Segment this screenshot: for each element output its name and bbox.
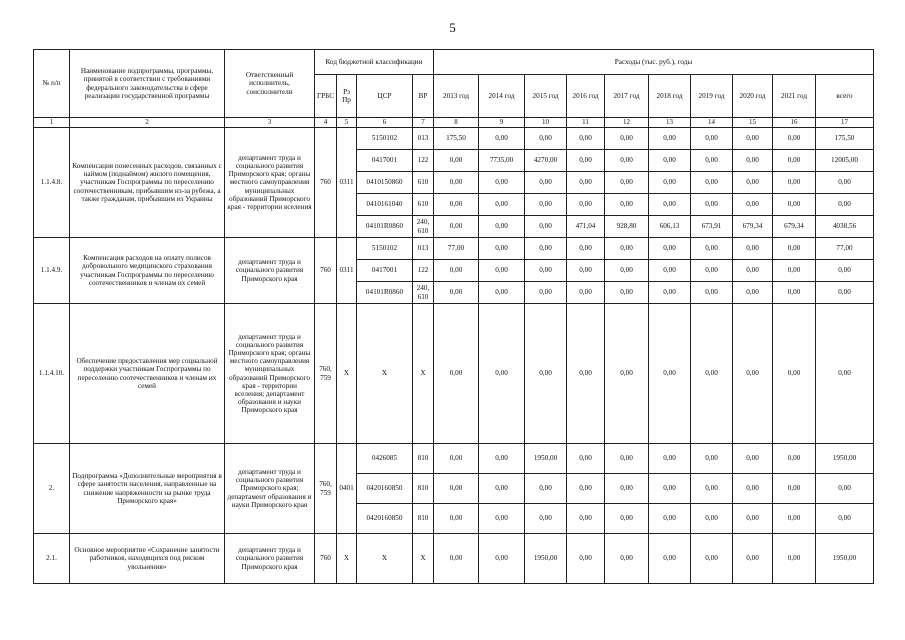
row-value: 0,00 (691, 260, 733, 282)
row-value: 0,00 (773, 474, 816, 504)
row-vr: 810 (413, 444, 434, 474)
row-value: 0,00 (733, 238, 773, 260)
row-rzpr: 0311 (337, 238, 357, 304)
column-index: 9 (479, 118, 525, 128)
row-value: 77,00 (816, 238, 874, 260)
row-value: 0,00 (773, 444, 816, 474)
row-value: 0,00 (434, 172, 479, 194)
header-year: 2014 год (479, 75, 525, 118)
row-value: 0,00 (691, 444, 733, 474)
row-value: 0,00 (733, 128, 773, 150)
header-year: 2018 год (649, 75, 691, 118)
row-value: 0,00 (479, 172, 525, 194)
row-value: 0,00 (649, 282, 691, 304)
row-csr: X (357, 534, 413, 584)
row-value: 0,00 (605, 194, 649, 216)
row-value: 0,00 (434, 504, 479, 534)
row-value: 0,00 (434, 150, 479, 172)
row-vr: X (413, 304, 434, 444)
row-value: 1950,00 (525, 534, 567, 584)
row-value: 0,00 (691, 282, 733, 304)
row-value: 0,00 (567, 534, 605, 584)
row-value: 0,00 (567, 238, 605, 260)
row-name: Компенсация расходов на оплату полисов добровольного медицинского страхования участникам Госпрограммы по переселению соотечественников и членам их семей (70, 238, 225, 304)
row-value: 0,00 (691, 172, 733, 194)
row-value: 0,00 (434, 216, 479, 238)
row-value: 0,00 (567, 128, 605, 150)
row-grbs: 760, 759 (315, 304, 337, 444)
row-value: 0,00 (434, 282, 479, 304)
row-grbs: 760, 759 (315, 444, 337, 534)
row-value: 0,00 (479, 534, 525, 584)
column-index: 16 (773, 118, 816, 128)
header-year: 2021 год (773, 75, 816, 118)
row-value: 0,00 (567, 504, 605, 534)
row-value: 0,00 (525, 474, 567, 504)
row-vr: 122 (413, 260, 434, 282)
row-value: 0,00 (479, 194, 525, 216)
column-index: 1 (34, 118, 70, 128)
table-row (34, 128, 874, 150)
header-vr: ВР (413, 75, 434, 118)
row-vr: 240, 610 (413, 282, 434, 304)
header-expenses: Расходы (тыс. руб.), годы (434, 50, 874, 75)
column-index: 5 (337, 118, 357, 128)
row-vr: 810 (413, 474, 434, 504)
row-value: 0,00 (649, 474, 691, 504)
row-name: Обеспечение предоставления мер социальной поддержки участникам Госпрограммы по переселению соотечественников и членам их семей (70, 304, 225, 444)
row-value: 0,00 (525, 216, 567, 238)
row-value: 0,00 (479, 504, 525, 534)
row-value: 0,00 (605, 282, 649, 304)
table-row (34, 444, 874, 474)
row-value: 0,00 (691, 504, 733, 534)
row-value: 0,00 (733, 172, 773, 194)
column-index: 14 (691, 118, 733, 128)
row-value: 0,00 (605, 474, 649, 504)
row-csr: 0410161040 (357, 194, 413, 216)
row-value: 0,00 (434, 474, 479, 504)
row-value: 0,00 (525, 194, 567, 216)
header-year: 2017 год (605, 75, 649, 118)
row-value: 0,00 (773, 194, 816, 216)
column-index: 13 (649, 118, 691, 128)
header-csr: ЦСР (357, 75, 413, 118)
row-vr: 013 (413, 128, 434, 150)
row-executor: департамент труда и социального развития Приморского края; департамент образования и науки Приморского края (225, 444, 315, 534)
row-value: 0,00 (816, 260, 874, 282)
row-csr: 5150102 (357, 128, 413, 150)
row-value: 0,00 (479, 444, 525, 474)
header-year: 2020 год (733, 75, 773, 118)
row-vr: X (413, 534, 434, 584)
row-value: 0,00 (479, 474, 525, 504)
row-value: 0,00 (773, 304, 816, 444)
row-value: 0,00 (525, 128, 567, 150)
row-csr: 0420160850 (357, 474, 413, 504)
row-value: 0,00 (434, 304, 479, 444)
row-value: 0,00 (479, 260, 525, 282)
header-year: 2015 год (525, 75, 567, 118)
row-value: 0,00 (773, 282, 816, 304)
row-value: 0,00 (525, 504, 567, 534)
row-csr: 0426085 (357, 444, 413, 474)
row-value: 0,00 (691, 534, 733, 584)
row-value: 0,00 (733, 504, 773, 534)
row-value: 7735,00 (479, 150, 525, 172)
row-value: 0,00 (605, 260, 649, 282)
row-value: 0,00 (649, 304, 691, 444)
column-index: 7 (413, 118, 434, 128)
row-vr: 013 (413, 238, 434, 260)
row-rzpr: X (337, 304, 357, 444)
table-row (34, 238, 874, 260)
column-index: 15 (733, 118, 773, 128)
row-csr: 5150102 (357, 238, 413, 260)
header-rzpr: Рз Пр (337, 75, 357, 118)
row-grbs: 760 (315, 128, 337, 238)
row-value: 0,00 (691, 194, 733, 216)
row-grbs: 760 (315, 238, 337, 304)
row-csr: 0417001 (357, 260, 413, 282)
row-value: 0,00 (733, 444, 773, 474)
row-csr: 0417001 (357, 150, 413, 172)
row-number: 1.1.4.9. (34, 238, 70, 304)
header-year: 2016 год (567, 75, 605, 118)
row-name: Компенсация понесенных расходов, связанных с наймом (поднаймом) жилого помещения, участникам Госпрограммы по переселению соотечественникам, прибывшим из-за рубежа, а также гражданам, прибывшим из Украины (70, 128, 225, 238)
row-value: 0,00 (605, 128, 649, 150)
column-index: 8 (434, 118, 479, 128)
row-value: 0,00 (733, 304, 773, 444)
row-value: 0,00 (567, 282, 605, 304)
table-row (34, 534, 874, 584)
row-value: 0,00 (733, 194, 773, 216)
header-year: 2019 год (691, 75, 733, 118)
row-name: Основное мероприятие «Сохранение занятости работников, находящихся под риском увольнения» (70, 534, 225, 584)
row-value: 0,00 (567, 150, 605, 172)
row-executor: департамент труда и социального развития Приморского края (225, 238, 315, 304)
row-value: 0,00 (605, 444, 649, 474)
row-csr: 0410150860 (357, 172, 413, 194)
row-grbs: 760 (315, 534, 337, 584)
row-value: 0,00 (567, 474, 605, 504)
row-value: 0,00 (525, 260, 567, 282)
row-csr: 04101R0860 (357, 282, 413, 304)
row-value: 0,00 (649, 128, 691, 150)
row-value: 0,00 (733, 474, 773, 504)
row-value: 175,50 (434, 128, 479, 150)
header-kbk: Код бюджетной классификации (315, 50, 434, 75)
row-value: 0,00 (479, 304, 525, 444)
row-number: 1.1.4.10. (34, 304, 70, 444)
row-value: 0,00 (479, 238, 525, 260)
row-value: 0,00 (649, 150, 691, 172)
row-value: 471,04 (567, 216, 605, 238)
row-value: 0,00 (773, 128, 816, 150)
row-executor: департамент труда и социального развития Приморского края; органы местного самоуправления муниципальных образований Приморского края - территории вселения; департамент образования и науки Приморского края (225, 304, 315, 444)
row-value: 0,00 (525, 304, 567, 444)
row-value: 0,00 (733, 150, 773, 172)
row-value: 0,00 (649, 444, 691, 474)
row-value: 0,00 (649, 504, 691, 534)
row-value: 4038,56 (816, 216, 874, 238)
row-value: 0,00 (479, 216, 525, 238)
row-value: 0,00 (605, 238, 649, 260)
column-index: 4 (315, 118, 337, 128)
row-value: 0,00 (567, 304, 605, 444)
row-value: 0,00 (605, 304, 649, 444)
row-value: 4270,00 (525, 150, 567, 172)
row-value: 0,00 (773, 534, 816, 584)
row-name: Подпрограмма «Дополнительные мероприятия в сфере занятости населения, направленные на снижение напряженности на рынке труда Приморского края» (70, 444, 225, 534)
row-value: 0,00 (816, 282, 874, 304)
row-csr: 0420160850 (357, 504, 413, 534)
column-index: 6 (357, 118, 413, 128)
header-executor: Ответственный исполнитель, соисполнители (225, 50, 315, 118)
row-value: 0,00 (434, 444, 479, 474)
row-value: 77,00 (434, 238, 479, 260)
row-executor: департамент труда и социального развития Приморского края; органы местного самоуправления муниципальных образований Приморского края - территории вселения (225, 128, 315, 238)
row-value: 0,00 (733, 534, 773, 584)
row-value: 0,00 (816, 172, 874, 194)
row-rzpr: X (337, 534, 357, 584)
row-value: 0,00 (773, 150, 816, 172)
header-name: Наименование подпрограммы, программы, принятой в соответствии с требованиями федерального законодательства в сфере реализации государственной программы (70, 50, 225, 118)
row-value: 0,00 (816, 194, 874, 216)
page-number: 5 (449, 20, 456, 35)
row-value: 0,00 (649, 260, 691, 282)
row-vr: 122 (413, 150, 434, 172)
row-value: 0,00 (479, 282, 525, 304)
row-number: 2. (34, 444, 70, 534)
header-num: № п/п (34, 50, 70, 118)
row-value: 0,00 (773, 172, 816, 194)
column-index: 11 (567, 118, 605, 128)
header-year: 2013 год (434, 75, 479, 118)
row-value: 0,00 (816, 504, 874, 534)
row-vr: 810 (413, 504, 434, 534)
row-value: 0,00 (733, 260, 773, 282)
header-year: всего (816, 75, 874, 118)
row-value: 0,00 (605, 534, 649, 584)
row-value: 0,00 (567, 444, 605, 474)
table-row (34, 304, 874, 444)
row-rzpr: 0311 (337, 128, 357, 238)
row-value: 0,00 (733, 282, 773, 304)
expenses-table (33, 49, 874, 584)
row-vr: 240, 610 (413, 216, 434, 238)
row-value: 0,00 (567, 260, 605, 282)
row-value: 0,00 (434, 194, 479, 216)
row-value: 175,50 (816, 128, 874, 150)
row-vr: 610 (413, 194, 434, 216)
row-value: 0,00 (567, 172, 605, 194)
row-vr: 610 (413, 172, 434, 194)
row-csr: X (357, 304, 413, 444)
row-value: 0,00 (434, 260, 479, 282)
row-value: 0,00 (649, 238, 691, 260)
row-value: 0,00 (649, 194, 691, 216)
row-value: 0,00 (525, 282, 567, 304)
row-value: 1950,00 (816, 444, 874, 474)
row-value: 0,00 (567, 194, 605, 216)
row-value: 606,13 (649, 216, 691, 238)
column-index: 17 (816, 118, 874, 128)
row-value: 679,34 (773, 216, 816, 238)
row-number: 2.1. (34, 534, 70, 584)
row-value: 0,00 (691, 238, 733, 260)
row-value: 0,00 (525, 238, 567, 260)
row-value: 0,00 (816, 474, 874, 504)
row-value: 679,34 (733, 216, 773, 238)
row-value: 1950,00 (525, 444, 567, 474)
row-value: 1950,00 (816, 534, 874, 584)
row-number: 1.1.4.8. (34, 128, 70, 238)
row-value: 0,00 (434, 534, 479, 584)
row-value: 0,00 (525, 172, 567, 194)
row-rzpr: 0401 (337, 444, 357, 534)
row-value: 0,00 (605, 150, 649, 172)
row-value: 0,00 (649, 534, 691, 584)
column-index: 3 (225, 118, 315, 128)
row-value: 0,00 (773, 238, 816, 260)
row-csr: 04101R0860 (357, 216, 413, 238)
row-value: 0,00 (691, 128, 733, 150)
row-value: 0,00 (649, 172, 691, 194)
row-value: 0,00 (691, 150, 733, 172)
column-index: 10 (525, 118, 567, 128)
row-value: 0,00 (605, 504, 649, 534)
row-value: 0,00 (773, 260, 816, 282)
header-grbs: ГРБС (315, 75, 337, 118)
row-value: 12005,00 (816, 150, 874, 172)
row-value: 928,80 (605, 216, 649, 238)
row-value: 0,00 (691, 304, 733, 444)
row-value: 673,91 (691, 216, 733, 238)
row-value: 0,00 (605, 172, 649, 194)
row-value: 0,00 (479, 128, 525, 150)
column-index: 12 (605, 118, 649, 128)
row-executor: департамент труда и социального развития Приморского края (225, 534, 315, 584)
row-value: 0,00 (816, 304, 874, 444)
column-index: 2 (70, 118, 225, 128)
row-value: 0,00 (691, 474, 733, 504)
row-value: 0,00 (773, 504, 816, 534)
